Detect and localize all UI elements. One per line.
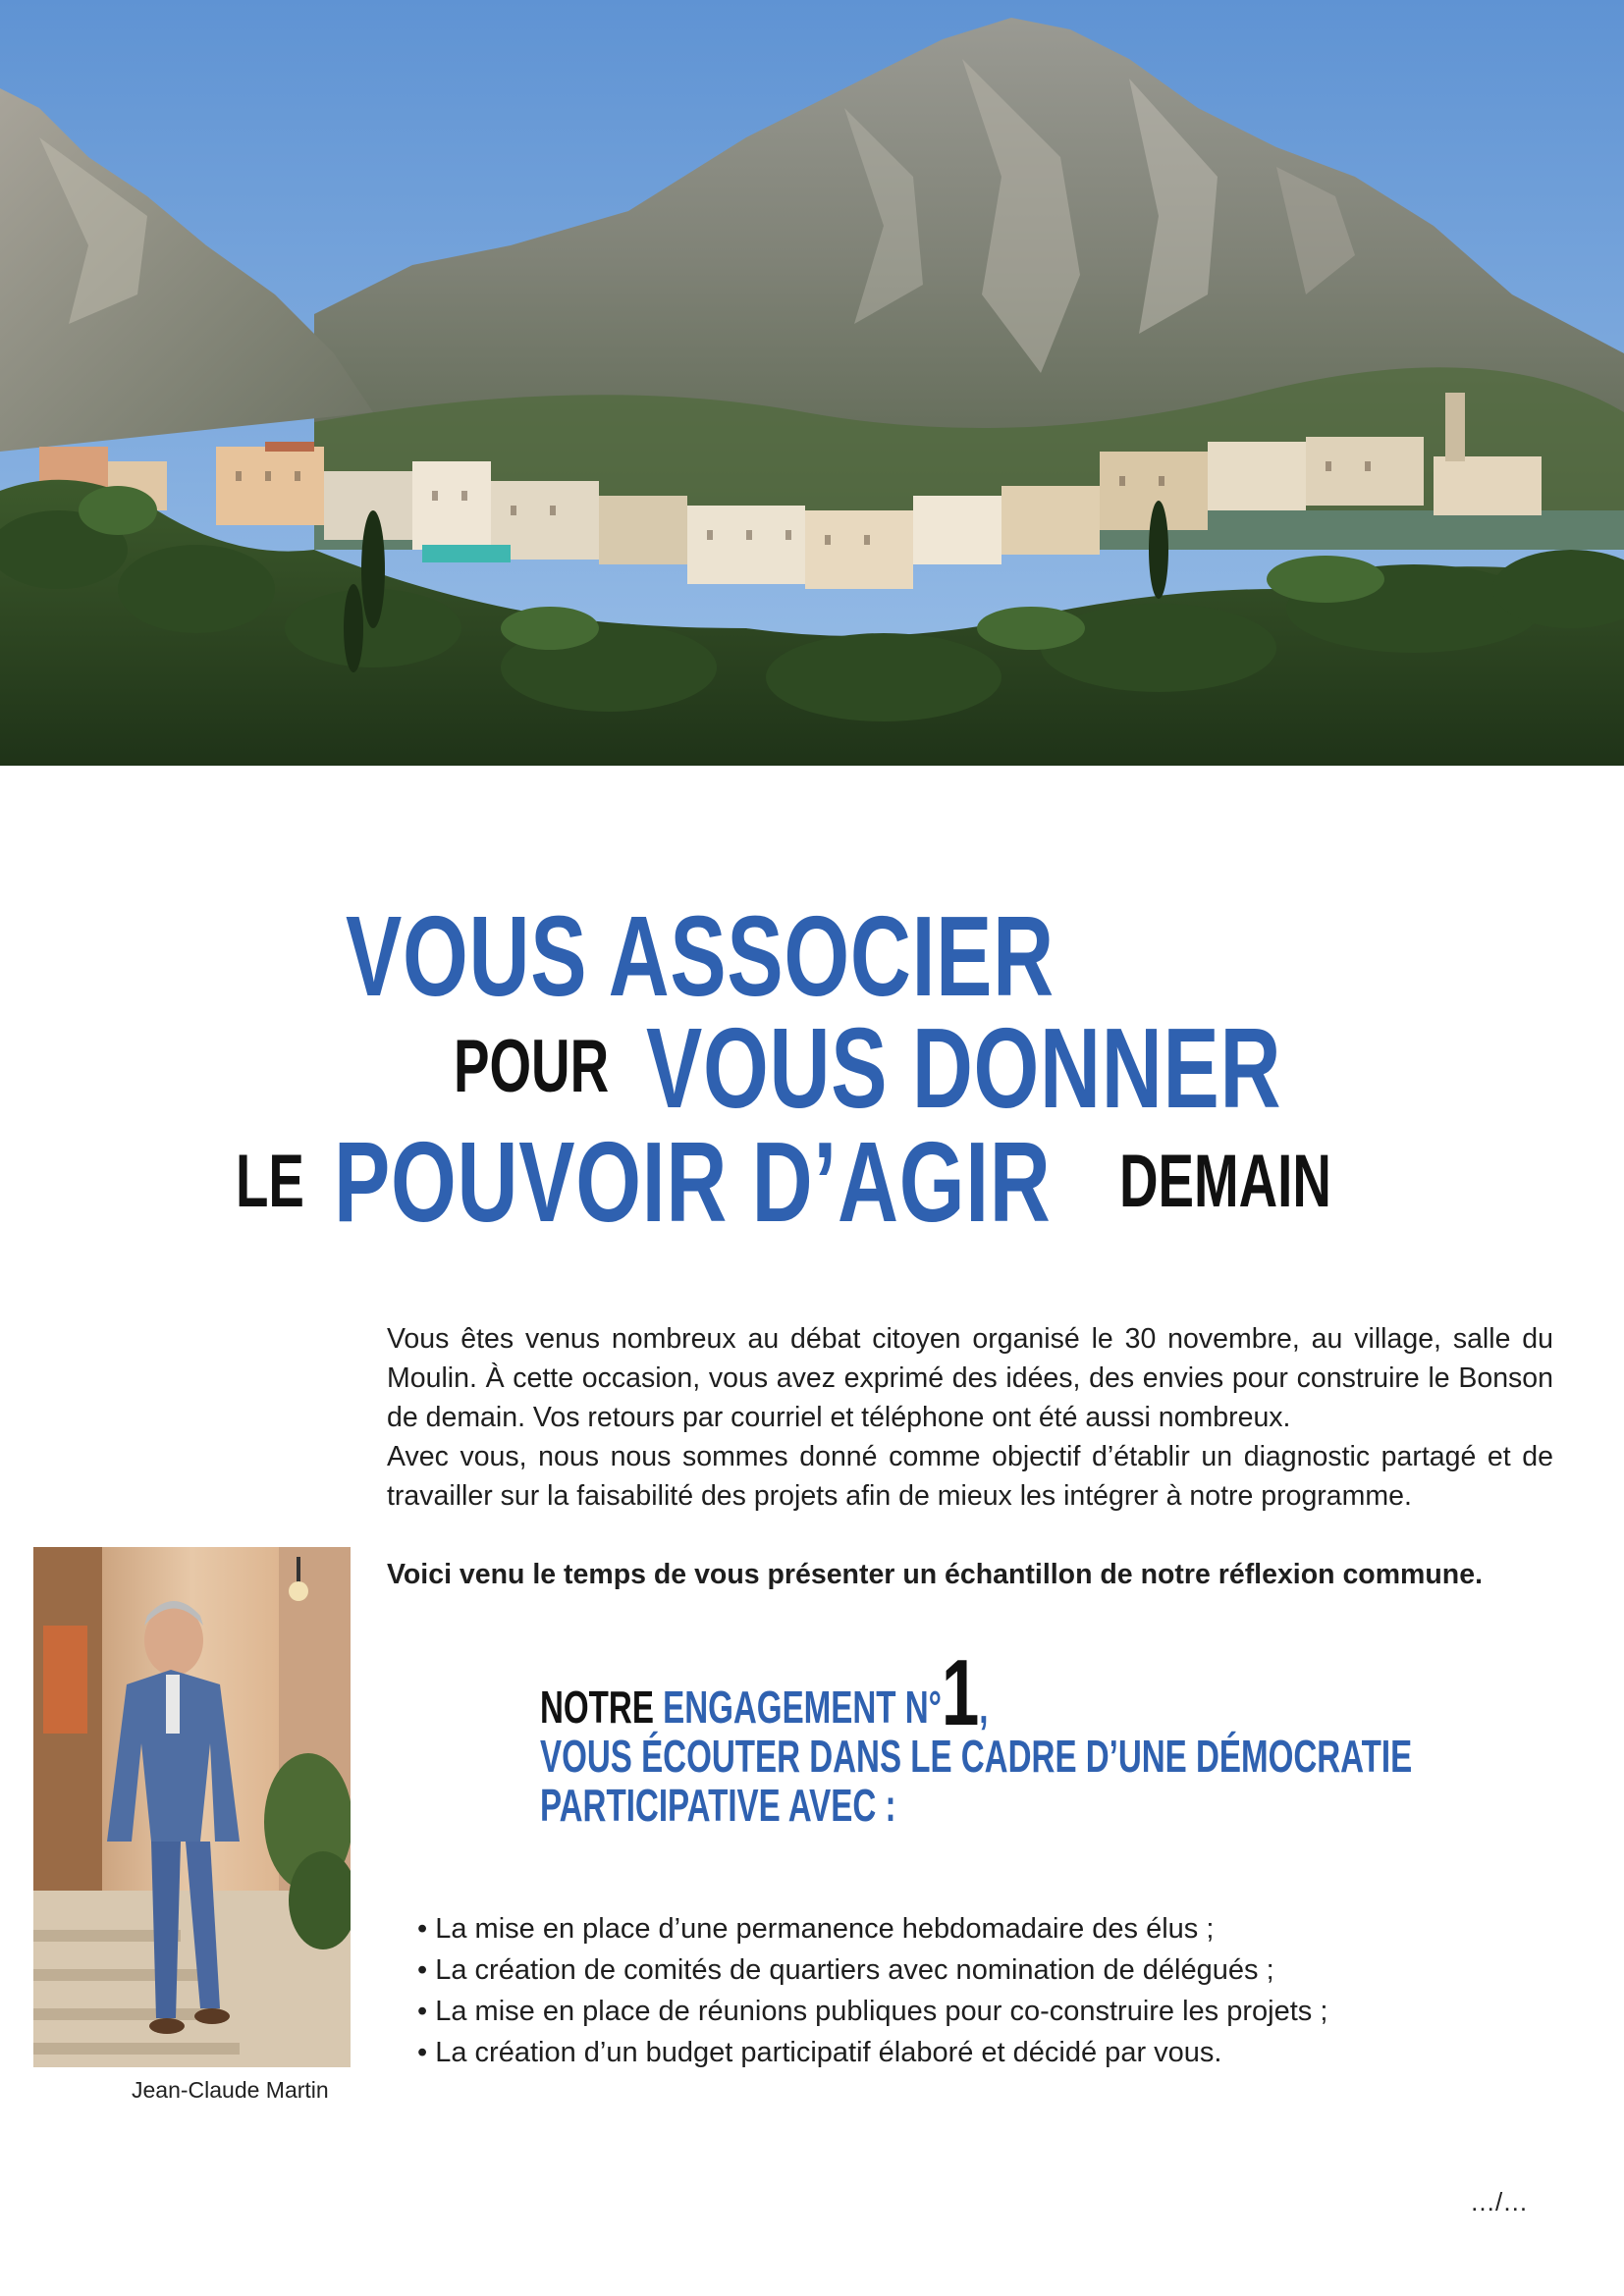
portrait-photo xyxy=(33,1547,351,2067)
engagement-line2: VOUS ÉCOUTER DANS LE CADRE D’UNE DÉMOCRATIE xyxy=(540,1731,1413,1782)
intro-text xyxy=(387,1319,1553,1594)
engagement-prefix: NOTRE xyxy=(540,1682,654,1733)
headline-line1: VOUS ASSOCIER xyxy=(346,892,1055,1020)
headline-line3-prefix: LE xyxy=(236,1140,304,1223)
page-continuation-mark: …/… xyxy=(1470,2187,1529,2216)
engagement-bullet-list xyxy=(417,1908,1327,2073)
engagement-number: 1 xyxy=(941,1640,980,1745)
engagement-heading xyxy=(540,1640,1413,1831)
engagement-line3: PARTICIPATIVE AVEC : xyxy=(540,1780,896,1831)
engagement-comma: , xyxy=(979,1682,989,1733)
headline-line2: VOUS DONNER xyxy=(646,1004,1282,1132)
list-item: • La création de comités de quartiers avec nomination de délégués ; xyxy=(417,1949,1327,1991)
intro-paragraph-1: Vous êtes venus nombreux au débat citoyen organisé le 30 novembre, au village, salle du Moulin. À cette occasion, vous avez exprimé des idées, des envies pour construire le Bonson de demain. Vos retours par courriel et téléphone ont été aussi nombreux. xyxy=(387,1323,1553,1433)
headline-line2-prefix: POUR xyxy=(454,1025,610,1108)
list-item: • La mise en place d’une permanence hebdomadaire des élus ; xyxy=(417,1908,1327,1949)
list-item: • La création d’un budget participatif élaboré et décidé par vous. xyxy=(417,2032,1327,2073)
engagement-label: ENGAGEMENT N° xyxy=(663,1682,942,1733)
headline-line3: POUVOIR D’AGIR xyxy=(334,1118,1052,1246)
list-item: • La mise en place de réunions publiques pour co-construire les projets ; xyxy=(417,1991,1327,2032)
headline-line3-suffix: DEMAIN xyxy=(1119,1140,1331,1223)
portrait-caption: Jean-Claude Martin xyxy=(132,2077,329,2103)
intro-emphasis: Voici venu le temps de vous présenter un échantillon de notre réflexion commune. xyxy=(387,1559,1483,1590)
intro-paragraph-2: Avec vous, nous nous sommes donné comme objectif d’établir un diagnostic partagé et de travailler sur la faisabilité des projets afin de mieux les intégrer à notre programme. xyxy=(387,1441,1553,1512)
hero-photo-mountain-village xyxy=(0,0,1624,766)
